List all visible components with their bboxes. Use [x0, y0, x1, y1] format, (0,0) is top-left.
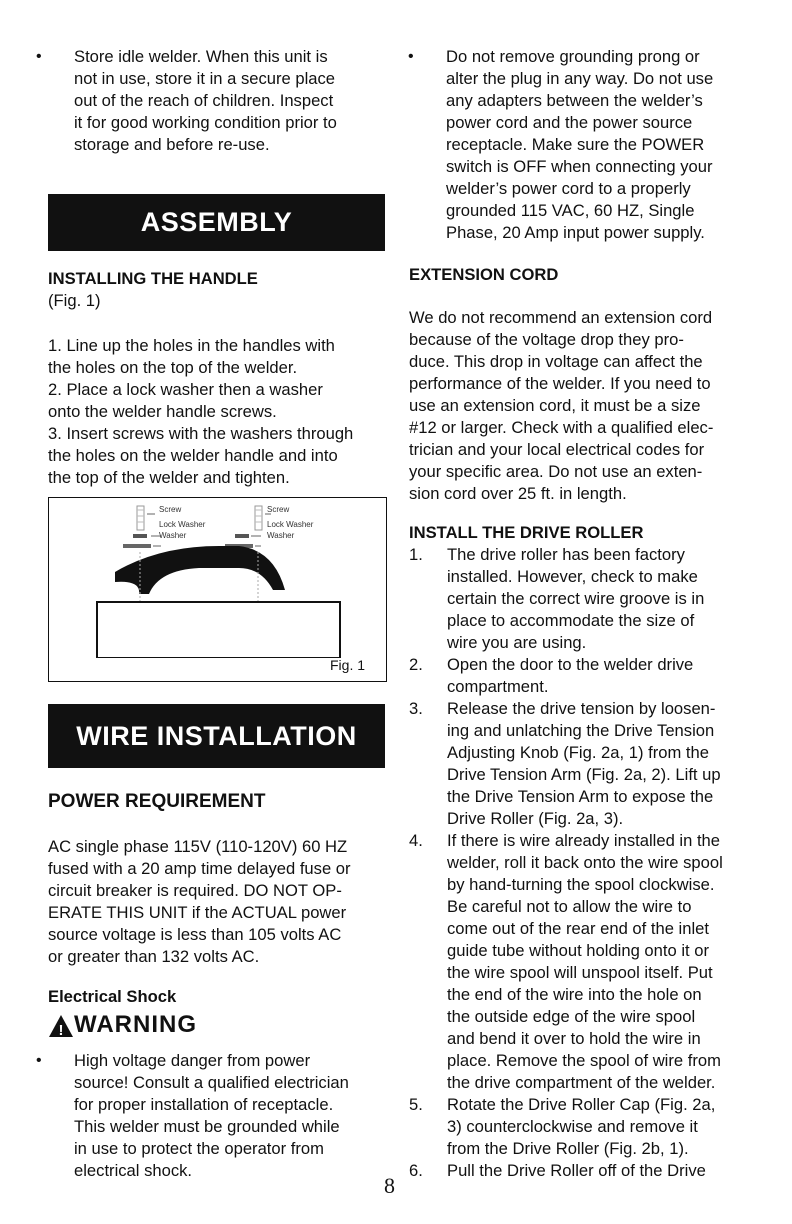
step-number: 2.	[409, 655, 423, 674]
step-line: onto the welder handle screws.	[48, 402, 277, 421]
line: certain the correct wire groove is in	[447, 589, 705, 608]
line: or greater than 132 volts AC.	[48, 947, 260, 966]
step-text	[447, 544, 704, 654]
step-number: 5.	[409, 1095, 423, 1114]
line: fused with a 20 amp time delayed fuse or	[48, 859, 351, 878]
line: because of the voltage drop they pro-	[409, 330, 684, 349]
line: If there is wire already installed in the	[447, 831, 721, 850]
line: the Drive Tension Arm to expose the	[447, 787, 714, 806]
line: ing and unlatching the Drive Tension	[447, 721, 715, 740]
page-number: 8	[384, 1173, 395, 1198]
handle-steps	[48, 335, 393, 489]
line: High voltage danger from power	[74, 1051, 311, 1070]
warning-label	[48, 1012, 197, 1038]
list-item	[409, 698, 759, 830]
line: and bend it over to hold the wire in	[447, 1029, 701, 1048]
line: electrical shock.	[74, 1161, 193, 1180]
line: Store idle welder. When this unit is	[74, 47, 328, 66]
step-line: the holes on the welder handle and into	[48, 446, 338, 465]
line: storage and before re-use.	[74, 135, 270, 154]
line: installed. However, check to make	[447, 567, 698, 586]
drive-roller-steps	[409, 544, 759, 1182]
line: welder’s power cord to a properly	[446, 179, 691, 198]
line: Drive Tension Arm (Fig. 2a, 2). Lift up	[447, 765, 721, 784]
line: grounded 115 VAC, 60 HZ, Single	[446, 201, 695, 220]
step-line: 3. Insert screws with the washers through	[48, 424, 354, 443]
line: 3) counterclockwise and remove it	[447, 1117, 698, 1136]
list-item	[409, 830, 759, 1094]
line: the outside edge of the wire spool	[447, 1007, 696, 1026]
bullet-marker: •	[36, 48, 42, 65]
step-number: 3.	[409, 699, 423, 718]
line: welder, roll it back onto the wire spool	[447, 853, 723, 872]
label-washer: Washer	[159, 531, 187, 540]
figure-1	[48, 497, 387, 682]
line: Phase, 20 Amp input power supply.	[446, 223, 705, 242]
wire-installation-banner: WIRE INSTALLATION	[48, 704, 385, 768]
grounding-prong-bullet	[408, 46, 758, 244]
line: in use to protect the operator from	[74, 1139, 324, 1158]
line: for proper installation of receptacle.	[74, 1095, 334, 1114]
line: ERATE THIS UNIT if the ACTUAL power	[48, 903, 347, 922]
step-number: 6.	[409, 1161, 423, 1180]
line: come out of the rear end of the inlet	[447, 919, 709, 938]
fig1-labels-right	[267, 504, 313, 541]
line: switch is OFF when connecting your	[446, 157, 713, 176]
line: any adapters between the welder’s	[446, 91, 703, 110]
step-text	[447, 698, 721, 830]
list-item	[409, 1094, 759, 1160]
line: We do not recommend an extension cord	[409, 308, 713, 327]
high-voltage-bullet	[36, 1050, 388, 1182]
bullet-text	[74, 46, 337, 156]
line: use an extension cord, it must be a size	[409, 396, 701, 415]
line: Rotate the Drive Roller Cap (Fig. 2a,	[447, 1095, 716, 1114]
warning-exclamation: !	[58, 1022, 64, 1038]
step-text	[447, 830, 723, 1094]
line: the drive compartment of the welder.	[447, 1073, 716, 1092]
store-idle-welder-bullet	[36, 46, 386, 156]
line: wire you are using.	[447, 633, 587, 652]
line: #12 or larger. Check with a qualified elec-	[409, 418, 714, 437]
line: The drive roller has been factory	[447, 545, 685, 564]
line: source voltage is less than 105 volts AC	[48, 925, 342, 944]
line: Pull the Drive Roller off of the Drive	[447, 1161, 706, 1180]
line: out of the reach of children. Inspect	[74, 91, 334, 110]
list-item	[409, 1160, 759, 1182]
step-line: the holes on the top of the welder.	[48, 358, 298, 377]
step-line: the top of the welder and tighten.	[48, 468, 290, 487]
warning-triangle-icon	[48, 1014, 74, 1038]
bullet-marker: •	[408, 48, 414, 65]
label-lock-washer: Lock Washer	[159, 520, 206, 529]
line: This welder must be grounded while	[74, 1117, 340, 1136]
line: your specific area. Do not use an exten-	[409, 462, 703, 481]
step-text	[447, 1094, 715, 1160]
line: place. Remove the spool of wire from	[447, 1051, 721, 1070]
line: Release the drive tension by loosen-	[447, 699, 716, 718]
handle-diagram	[49, 498, 386, 658]
label-lock-washer: Lock Washer	[267, 520, 314, 529]
line: Drive Roller (Fig. 2a, 3).	[447, 809, 624, 828]
line: AC single phase 115V (110-120V) 60 HZ	[48, 837, 348, 856]
line: duce. This drop in voltage can affect the	[409, 352, 703, 371]
power-requirement-text	[48, 836, 393, 968]
step-number: 1.	[409, 545, 423, 564]
list-item	[409, 654, 759, 698]
label-screw: Screw	[159, 505, 182, 514]
line: trician and your local electrical codes for	[409, 440, 705, 459]
line: the wire spool will unspool itself. Put	[447, 963, 713, 982]
line: receptacle. Make sure the POWER	[446, 135, 705, 154]
step-number: 4.	[409, 831, 423, 850]
fig-1-caption: Fig. 1	[330, 657, 366, 673]
line: source! Consult a qualified electrician	[74, 1073, 349, 1092]
warning-word: WARNING	[74, 1011, 197, 1038]
line: performance of the welder. If you need to	[409, 374, 711, 393]
line: compartment.	[447, 677, 549, 696]
line: guide tube without holding onto it or	[447, 941, 709, 960]
bullet-marker: •	[36, 1052, 42, 1069]
electrical-shock-heading: Electrical Shock	[48, 987, 177, 1006]
line: by hand-turning the spool clockwise.	[447, 875, 715, 894]
step-text	[447, 1160, 706, 1182]
line: Be careful not to allow the wire to	[447, 897, 692, 916]
line: place to accommodate the size of	[447, 611, 695, 630]
label-washer: Washer	[267, 531, 295, 540]
line: sion cord over 25 ft. in length.	[409, 484, 627, 503]
line: the end of the wire into the hole on	[447, 985, 702, 1004]
line: power cord and the power source	[446, 113, 693, 132]
line: not in use, store it in a secure place	[74, 69, 336, 88]
fig-ref: (Fig. 1)	[48, 291, 101, 310]
line: alter the plug in any way. Do not use	[446, 69, 714, 88]
step-text	[447, 654, 693, 698]
step-line: 1. Line up the holes in the handles with	[48, 336, 335, 355]
bullet-text	[74, 1050, 349, 1182]
list-item	[409, 544, 759, 654]
line: circuit breaker is required. DO NOT OP-	[48, 881, 342, 900]
fig1-labels-left	[159, 504, 205, 541]
drive-roller-heading: INSTALL THE DRIVE ROLLER	[409, 523, 644, 542]
line: it for good working condition prior to	[74, 113, 337, 132]
line: Open the door to the welder drive	[447, 655, 694, 674]
label-screw: Screw	[267, 505, 290, 514]
power-requirement-heading: POWER REQUIREMENT	[48, 791, 266, 812]
assembly-banner: ASSEMBLY	[48, 194, 385, 251]
line: from the Drive Roller (Fig. 2b, 1).	[447, 1139, 689, 1158]
extension-cord-text	[409, 307, 759, 505]
bullet-text	[446, 46, 713, 244]
step-line: 2. Place a lock washer then a washer	[48, 380, 323, 399]
line: Do not remove grounding prong or	[446, 47, 700, 66]
installing-handle-heading: INSTALLING THE HANDLE	[48, 269, 258, 288]
extension-cord-heading: EXTENSION CORD	[409, 265, 559, 284]
line: Adjusting Knob (Fig. 2a, 1) from the	[447, 743, 709, 762]
